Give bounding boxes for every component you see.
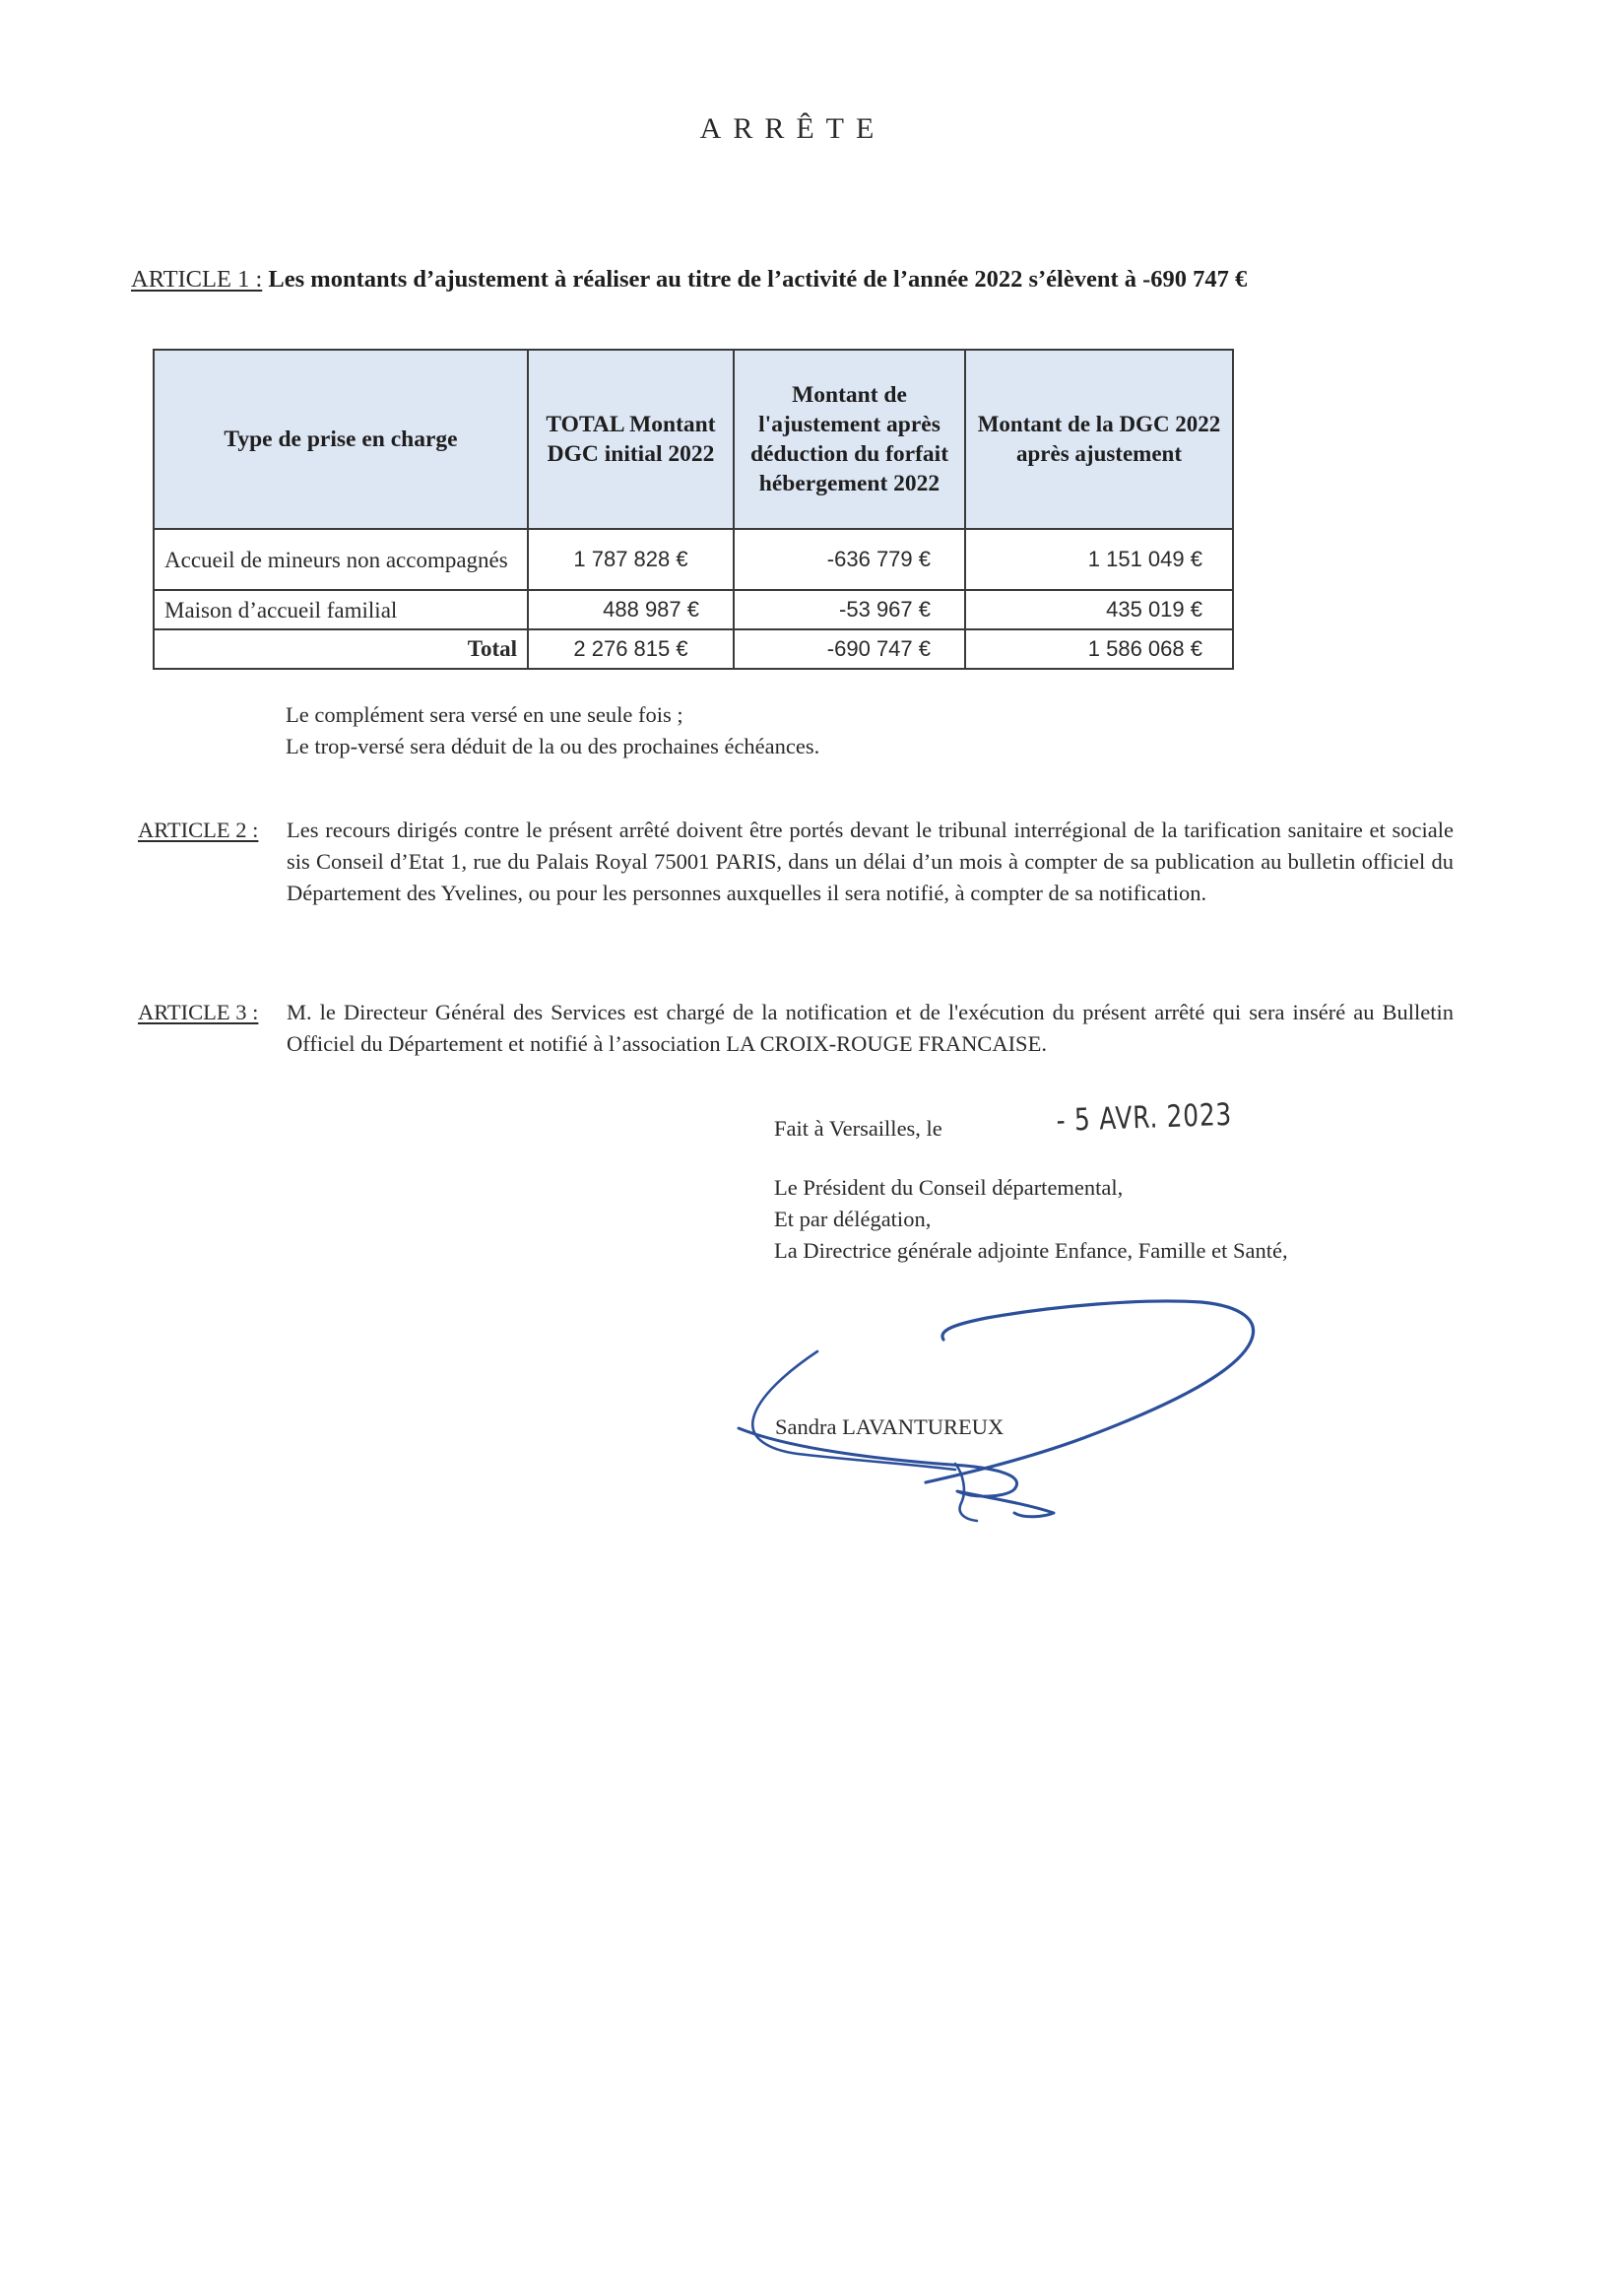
signatory-line: Et par délégation, bbox=[774, 1207, 932, 1231]
header-apres: Montant de la DGC 2022 après ajustement bbox=[965, 350, 1233, 529]
header-ajustement: Montant de l'ajustement après déduction du forfait hébergement 2022 bbox=[734, 350, 965, 529]
article-3-text: M. le Directeur Général des Services est chargé de la notification et de l'exécution du présent arrêté qui sera inséré au Bulletin Officiel du Département et notifié à l’association LA CROIX-ROUGE FRANCAISE. bbox=[287, 1000, 1454, 1056]
header-initial: TOTAL Montant DGC initial 2022 bbox=[528, 350, 734, 529]
article-2-label: ARTICLE 2 : bbox=[138, 818, 259, 842]
table-row bbox=[154, 529, 1233, 590]
total-apres: 1 586 068 € bbox=[965, 629, 1233, 669]
article-1-label: ARTICLE 1 : bbox=[131, 266, 263, 293]
row-apres: 435 019 € bbox=[965, 590, 1233, 629]
page-title: ARRÊTE bbox=[699, 112, 886, 145]
row-type: Accueil de mineurs non accompagnés bbox=[154, 529, 528, 590]
signatory-name: Sandra LAVANTUREUX bbox=[775, 1414, 1005, 1439]
table-row bbox=[154, 590, 1233, 629]
date-stamp: - 5 AVR. 2023 bbox=[1056, 1096, 1233, 1139]
signatory-line: Le Président du Conseil départemental, bbox=[774, 1175, 1124, 1200]
total-label: Total bbox=[154, 629, 528, 669]
row-initial: 1 787 828 € bbox=[528, 529, 734, 590]
article-3 bbox=[138, 997, 1454, 1060]
note-line: Le trop-versé sera déduit de la ou des prochaines échéances. bbox=[286, 734, 820, 758]
note-line: Le complément sera versé en une seule fois ; bbox=[286, 702, 683, 727]
row-apres: 1 151 049 € bbox=[965, 529, 1233, 590]
row-type: Maison d’accueil familial bbox=[154, 590, 528, 629]
article-1 bbox=[131, 266, 1247, 294]
signature-strokes bbox=[739, 1301, 1254, 1521]
table-header-row bbox=[154, 350, 1233, 529]
signatory-line: La Directrice générale adjointe Enfance, Famille et Santé, bbox=[774, 1238, 1288, 1263]
total-initial: 2 276 815 € bbox=[528, 629, 734, 669]
header-type: Type de prise en charge bbox=[154, 350, 528, 529]
total-ajustement: -690 747 € bbox=[734, 629, 965, 669]
table-total-row bbox=[154, 629, 1233, 669]
article-1-text: Les montants d’ajustement à réaliser au titre de l’activité de l’année 2022 s’élèvent à -690 747 € bbox=[268, 266, 1248, 293]
article-2 bbox=[138, 815, 1454, 909]
place-line: Fait à Versailles, le bbox=[774, 1116, 942, 1141]
row-ajustement: -53 967 € bbox=[734, 590, 965, 629]
article-2-text: Les recours dirigés contre le présent arrêté doivent être portés devant le tribunal interrégional de la tarification sanitaire et sociale sis Conseil d’Etat 1, rue du Palais Royal 75001 PARIS, dans un délai d’un mois à compter de sa publication au bulletin officiel du Département des Yvelines, ou pour les personnes auxquelles il sera notifié, à compter de sa notification. bbox=[287, 818, 1454, 905]
handwritten-signature bbox=[729, 1280, 1280, 1546]
payment-notes bbox=[286, 699, 819, 762]
article-3-label: ARTICLE 3 : bbox=[138, 1000, 259, 1024]
row-initial: 488 987 € bbox=[528, 590, 734, 629]
row-ajustement: -636 779 € bbox=[734, 529, 965, 590]
dgc-table bbox=[153, 349, 1234, 670]
signatory-title bbox=[774, 1172, 1288, 1267]
